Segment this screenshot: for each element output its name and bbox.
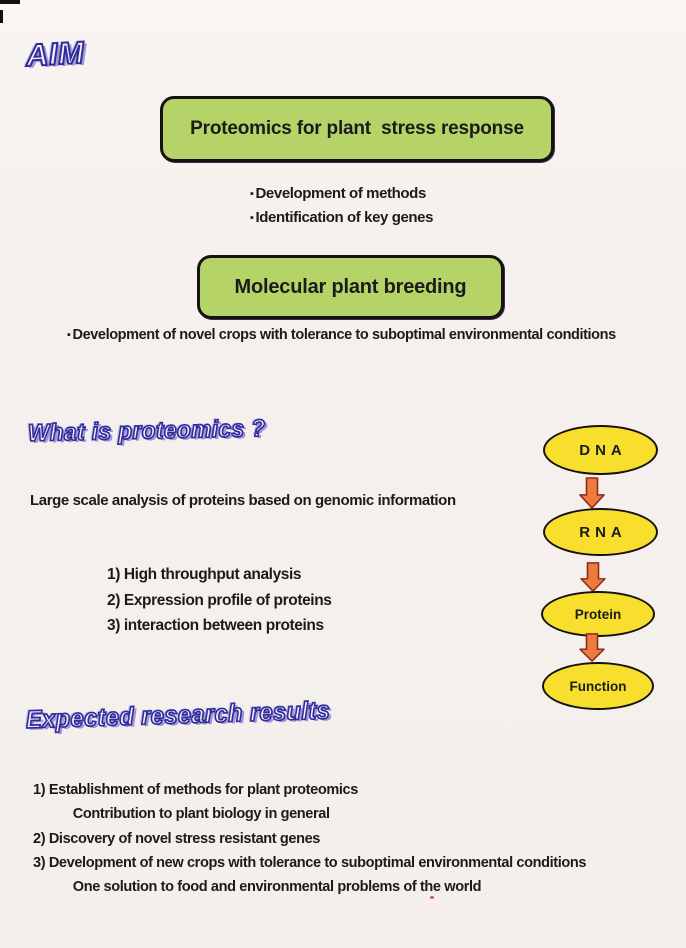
flow-node-protein: Protein — [541, 591, 655, 637]
list-item: 3) Development of new crops with tolerance to suboptimal environmental conditions — [33, 853, 587, 871]
breeding-box-label: Molecular plant breeding — [234, 275, 467, 298]
what-is-proteomics-heading: What is proteomics ? — [27, 415, 266, 447]
list-item: 3) interaction between proteins — [107, 617, 324, 634]
proteomics-feature-list — [107, 562, 332, 639]
breeding-bullet — [67, 327, 616, 343]
list-item: 2) Discovery of novel stress resistant genes — [33, 829, 320, 847]
goal-bullet-list — [250, 182, 433, 230]
list-item-text: Development of methods — [255, 185, 426, 202]
list-item-text: Identification of key genes — [255, 209, 434, 226]
scan-artifact-edge — [0, 10, 3, 23]
flow-node-function: Function — [542, 662, 654, 710]
breeding-box — [197, 255, 504, 319]
down-arrow-icon — [579, 633, 605, 662]
list-item-text: Development of novel crops with tolerance to suboptimal environmental conditions — [72, 327, 616, 343]
list-item-subtext: One solution to food and environmental problems of the world — [72, 878, 482, 896]
expected-results-heading: Expected research results — [25, 696, 331, 734]
expected-results-list — [33, 778, 603, 899]
flow-node-rna: RNA — [543, 508, 658, 556]
proteomics-goal-box-label: Proteomics for plant stress response — [190, 118, 524, 139]
list-item: 1) High throughput analysis — [107, 566, 302, 583]
list-item: 2) Expression profile of proteins — [107, 591, 332, 609]
aim-heading: AIM — [25, 34, 86, 73]
list-item — [250, 182, 433, 206]
square-bullet-icon: ▪ — [250, 212, 254, 224]
list-item: 1) Establishment of methods for plant proteomics — [33, 781, 358, 798]
proteomics-goal-box — [160, 96, 554, 162]
flow-node-dna: DNA — [543, 425, 658, 475]
scan-artifact-corner — [0, 0, 20, 4]
down-arrow-icon — [580, 562, 606, 592]
scan-speck — [430, 896, 434, 899]
square-bullet-icon: ▪ — [67, 329, 71, 341]
down-arrow-icon — [579, 477, 605, 509]
square-bullet-icon: ▪ — [250, 188, 254, 200]
proteomics-description: Large scale analysis of proteins based on genomic information — [30, 492, 456, 509]
list-item — [250, 206, 433, 230]
list-item-subtext: Contribution to plant biology in general — [72, 805, 330, 823]
